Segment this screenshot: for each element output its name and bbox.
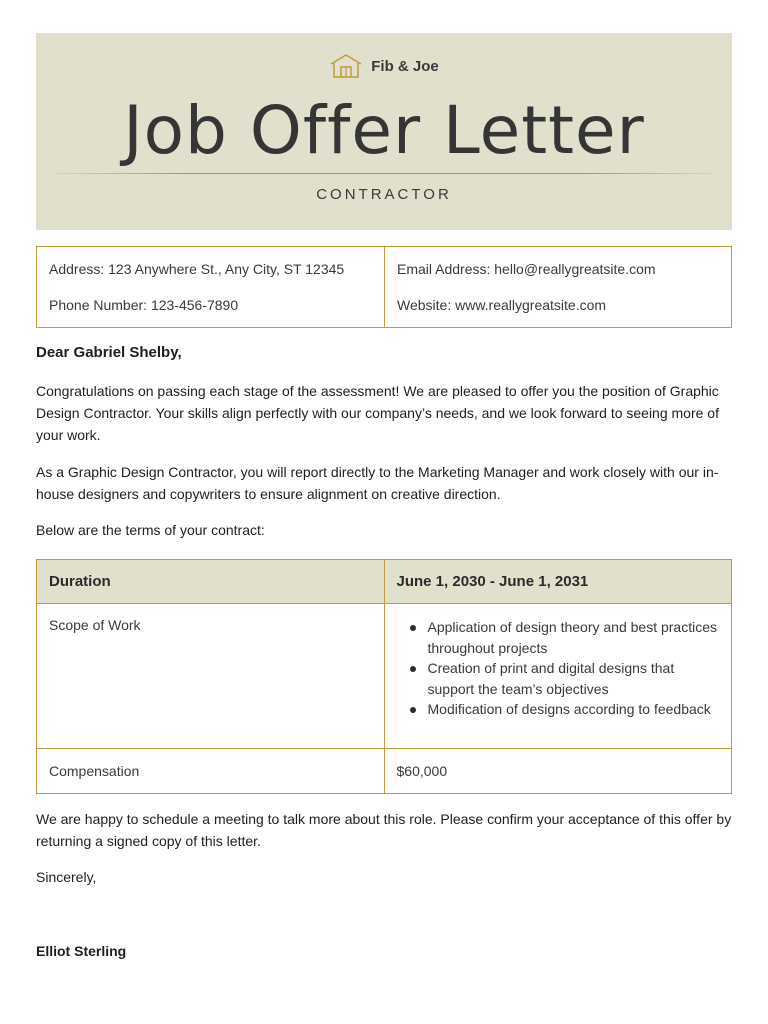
brand xyxy=(36,53,732,79)
sign-off: Sincerely, xyxy=(36,869,97,885)
duration-value: June 1, 2030 - June 1, 2031 xyxy=(384,560,732,604)
greeting: Dear Gabriel Shelby, xyxy=(36,344,182,361)
scope-label: Scope of Work xyxy=(37,604,385,749)
paragraph-closing: We are happy to schedule a meeting to talk more about this role. Please confirm your acceptance of this offer by returning a signed copy of this letter. xyxy=(36,811,732,849)
list-item: Modification of designs according to feedback xyxy=(428,699,720,720)
signer-name: Elliot Sterling xyxy=(36,943,127,959)
contact-email: Email Address: hello@reallygreatsite.com xyxy=(397,261,656,277)
contact-right xyxy=(384,247,731,327)
offer-letter xyxy=(36,33,732,962)
scope-value xyxy=(384,604,732,749)
house-logo-icon xyxy=(329,53,363,79)
list-item: Creation of print and digital designs that support the team’s objectives xyxy=(428,658,720,699)
header-divider xyxy=(56,173,712,174)
compensation-label: Compensation xyxy=(37,749,385,794)
contact-address: Address: 123 Anywhere St., Any City, ST 12345 xyxy=(49,261,345,277)
paragraph-terms-intro: Below are the terms of your contract: xyxy=(36,522,265,538)
contact-left xyxy=(37,247,384,327)
contract-terms-table xyxy=(36,559,732,794)
letter-header xyxy=(36,33,732,230)
table-row-scope xyxy=(37,604,732,749)
table-row-compensation xyxy=(37,749,732,794)
contact-phone: Phone Number: 123-456-7890 xyxy=(49,297,239,313)
paragraph-intro: Congratulations on passing each stage of the assessment! We are pleased to offer you the position of Graphic Design Contractor. Your skills align perfectly with our company’s needs, and we look forward to seeing more of your work. xyxy=(36,383,719,443)
duration-label: Duration xyxy=(37,560,385,604)
compensation-value: $60,000 xyxy=(384,749,732,794)
contact-box xyxy=(36,246,732,328)
list-item: Application of design theory and best practices throughout projects xyxy=(428,617,720,658)
page-subtitle: CONTRACTOR xyxy=(316,186,452,203)
page-title: Job Offer Letter xyxy=(123,92,645,169)
scope-list xyxy=(397,617,720,720)
paragraph-role: As a Graphic Design Contractor, you will report directly to the Marketing Manager and work closely with our in-house designers and copywriters to ensure alignment on creative direction. xyxy=(36,464,719,502)
brand-name: Fib & Joe xyxy=(371,57,439,75)
contact-website: Website: www.reallygreatsite.com xyxy=(397,297,607,313)
table-row-duration xyxy=(37,560,732,604)
